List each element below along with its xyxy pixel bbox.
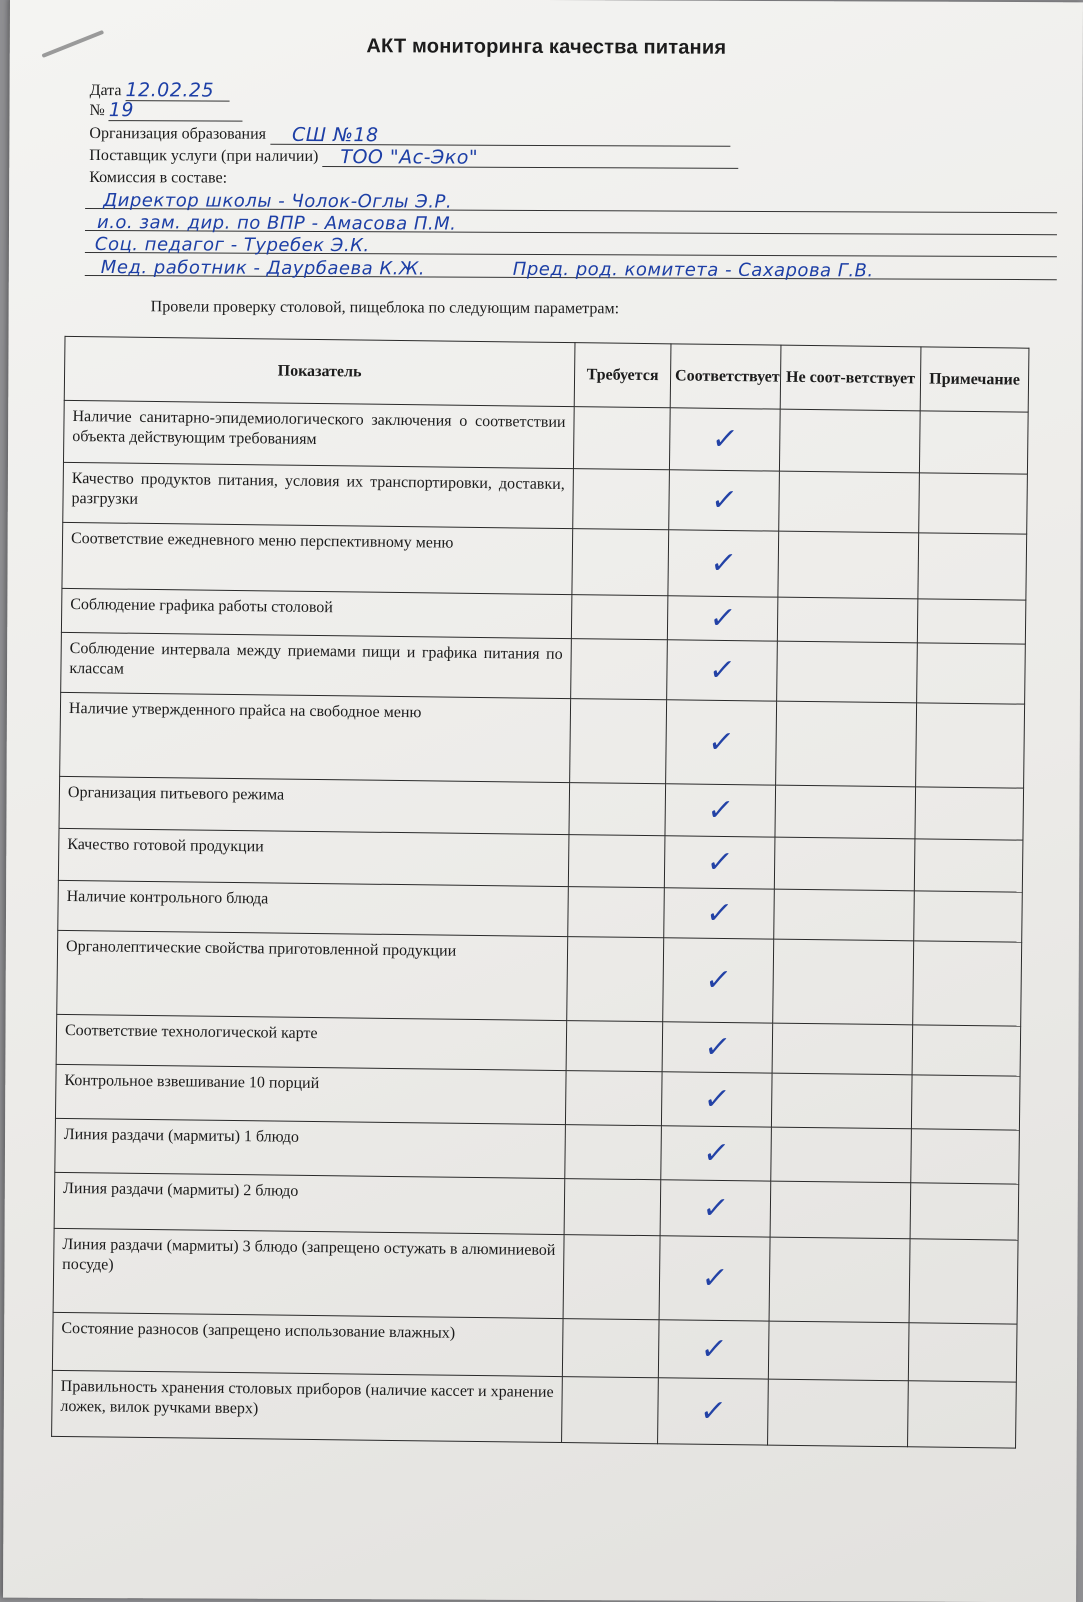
- not-complies-cell: [770, 1181, 911, 1239]
- complies-cell: [666, 700, 777, 785]
- commission-member-1: Директор школы - Чолок-Оглы Э.Р.: [103, 190, 453, 213]
- note-cell: [908, 1323, 1017, 1382]
- required-cell: [571, 595, 668, 640]
- required-cell: [569, 783, 666, 836]
- checkmark-icon: ✓: [705, 792, 736, 829]
- checkmark-icon: ✓: [706, 652, 738, 689]
- organization-label: Организация образования: [89, 125, 267, 143]
- complies-cell: [667, 596, 778, 641]
- indicator-cell: Органолептические свойства приготовленной продукции: [57, 930, 568, 1020]
- not-complies-cell: [771, 1127, 912, 1183]
- complies-cell: [658, 1378, 769, 1445]
- table-header-row: [64, 336, 1029, 412]
- required-cell: [565, 1125, 662, 1180]
- required-cell: [568, 835, 665, 888]
- header-required: Требуется: [574, 343, 671, 408]
- note-cell: [916, 703, 1025, 788]
- complies-cell: [664, 888, 775, 939]
- commission-member-2: и.о. зам. дир. по ВПР - Амасова П.М.: [96, 212, 457, 235]
- table-row: [53, 1228, 1018, 1324]
- checkmark-icon: ✓: [700, 1190, 731, 1227]
- not-complies-cell: [771, 1073, 912, 1129]
- supplier-value: ТОО "Ас-Эко": [340, 146, 479, 169]
- checkmark-icon: ✓: [705, 724, 737, 761]
- checkmark-icon: ✓: [700, 1135, 732, 1172]
- document-sheet: [3, 0, 1083, 1602]
- complies-cell: [662, 1022, 773, 1073]
- note-cell: [919, 411, 1028, 474]
- complies-cell: [669, 470, 780, 531]
- organization-line: [89, 124, 730, 147]
- indicator-cell: Линия раздачи (мармиты) 1 блюдо: [55, 1118, 566, 1178]
- header-note: Примечание: [920, 347, 1029, 412]
- indicator-cell: Линия раздачи (мармиты) 3 блюдо (запрещено остужать в алюминиевой посуде): [53, 1228, 564, 1318]
- complies-cell: [660, 1180, 771, 1237]
- not-complies-cell: [779, 471, 920, 533]
- checkmark-icon: ✓: [707, 600, 738, 637]
- complies-cell: [658, 1320, 769, 1379]
- commission-line-1: [85, 188, 1057, 213]
- supplier-line: [89, 146, 738, 169]
- table-row: [57, 930, 1022, 1026]
- not-complies-cell: [773, 939, 914, 1025]
- checkmark-icon: ✓: [704, 844, 735, 881]
- supplier-label: Поставщик услуги (при наличии): [89, 147, 319, 166]
- complies-cell: [669, 408, 780, 471]
- note-cell: [914, 891, 1023, 942]
- checkmark-icon: ✓: [702, 1029, 733, 1066]
- not-complies-cell: [768, 1321, 909, 1381]
- note-cell: [913, 941, 1022, 1026]
- indicator-cell: Соответствие технологической карте: [56, 1014, 567, 1070]
- note-cell: [919, 473, 1028, 534]
- indicator-cell: Наличие контрольного блюда: [58, 880, 569, 936]
- complies-cell: [663, 938, 774, 1023]
- complies-cell: [665, 784, 776, 837]
- indicator-cell: Соблюдение интервала между приемами пищи и графика питания по классам: [61, 632, 572, 698]
- not-complies-cell: [774, 889, 915, 941]
- indicator-cell: Правильность хранения столовых приборов (наличие кассет и хранение ложек, вилок ручками вверх): [52, 1370, 563, 1442]
- complies-cell: [664, 836, 775, 889]
- not-complies-cell: [772, 1023, 913, 1075]
- required-cell: [566, 1021, 663, 1072]
- note-cell: [915, 787, 1024, 840]
- required-cell: [568, 887, 665, 938]
- checkmark-icon: ✓: [698, 1331, 729, 1368]
- commission-member-5: Пред. род. комитета - Сахарова Г.В.: [512, 258, 874, 282]
- indicator-cell: Качество готовой продукции: [58, 828, 569, 886]
- intro-text: Провели проверку столовой, пищеблока по следующим параметрам:: [150, 298, 620, 318]
- checkmark-icon: ✓: [708, 482, 740, 519]
- complies-cell: [668, 530, 779, 597]
- table-row: [60, 692, 1025, 788]
- table-row: [63, 400, 1028, 474]
- not-complies-cell: [777, 597, 918, 643]
- number-line: [89, 100, 242, 122]
- checkmark-icon: ✓: [699, 1260, 730, 1297]
- note-cell: [911, 1129, 1020, 1184]
- indicator-cell: Состояние разносов (запрещено использование влажных): [52, 1312, 563, 1376]
- indicator-cell: Линия раздачи (мармиты) 2 блюдо: [54, 1172, 565, 1234]
- date-label: Дата: [89, 82, 122, 100]
- complies-cell: [667, 640, 778, 701]
- indicator-cell: Соответствие ежедневного меню перспективному меню: [62, 522, 573, 594]
- indicator-cell: Организация питьевого режима: [59, 776, 570, 834]
- commission-label: Комиссия в составе:: [89, 169, 228, 187]
- checkmark-icon: ✓: [709, 421, 741, 458]
- required-cell: [571, 639, 668, 700]
- indicator-cell: Наличие утвержденного прайса на свободное меню: [60, 692, 571, 782]
- complies-cell: [661, 1126, 772, 1181]
- number-label: №: [89, 102, 105, 120]
- required-cell: [573, 407, 670, 470]
- commission-member-3: Соц. педагог - Туребек Э.К.: [94, 234, 370, 257]
- required-cell: [563, 1235, 660, 1320]
- note-cell: [912, 1025, 1021, 1076]
- organization-value: СШ №18: [292, 123, 379, 147]
- indicator-cell: Соблюдение графика работы столовой: [61, 588, 571, 638]
- note-cell: [908, 1381, 1017, 1448]
- note-cell: [918, 533, 1027, 600]
- note-cell: [909, 1239, 1018, 1324]
- checkmark-icon: ✓: [701, 1081, 732, 1118]
- note-cell: [910, 1183, 1019, 1240]
- not-complies-cell: [774, 837, 915, 891]
- note-cell: [911, 1075, 1020, 1130]
- not-complies-cell: [779, 409, 920, 473]
- commission-line-2: [85, 210, 1057, 235]
- checkmark-icon: ✓: [703, 895, 735, 932]
- indicator-cell: Наличие санитарно-эпидемиологического заключения о соответствии объекта действующим требованиям: [63, 400, 574, 468]
- table-row: [52, 1370, 1017, 1448]
- required-cell: [562, 1319, 659, 1378]
- not-complies-cell: [775, 785, 916, 839]
- indicator-cell: Качество продуктов питания, условия их транспортировки, доставки, разгрузки: [63, 462, 574, 528]
- checkmark-icon: ✓: [697, 1393, 729, 1430]
- checkmark-icon: ✓: [702, 962, 734, 999]
- required-cell: [573, 469, 670, 530]
- required-cell: [570, 699, 667, 784]
- table-row: [62, 522, 1027, 600]
- header-indicator: Показатель: [64, 336, 575, 406]
- indicator-cell: Контрольное взвешивание 10 порций: [55, 1064, 566, 1124]
- number-value: 19: [108, 99, 135, 122]
- date-value: 12.02.25: [125, 79, 215, 102]
- required-cell: [562, 1377, 659, 1444]
- required-cell: [572, 529, 669, 596]
- not-complies-cell: [768, 1379, 909, 1447]
- complies-cell: [659, 1236, 770, 1321]
- note-cell: [917, 643, 1026, 704]
- note-cell: [917, 599, 1026, 644]
- required-cell: [564, 1179, 661, 1236]
- required-cell: [567, 937, 664, 1022]
- not-complies-cell: [778, 531, 919, 599]
- header-complies: Соответствует: [670, 344, 781, 409]
- monitoring-table: [51, 336, 1029, 1449]
- not-complies-cell: [776, 701, 917, 787]
- required-cell: [565, 1071, 662, 1126]
- complies-cell: [661, 1072, 772, 1127]
- note-cell: [914, 839, 1023, 892]
- commission-member-4: Мед. работник - Даурбаева К.Ж.: [100, 257, 426, 280]
- commission-line-4: [85, 255, 1057, 280]
- header-not-complies: Не соот-ветствует: [780, 345, 921, 411]
- commission-line-3: [85, 232, 1057, 257]
- not-complies-cell: [769, 1237, 910, 1323]
- not-complies-cell: [777, 641, 918, 703]
- document-title: АКТ мониторинга качества питания: [366, 35, 727, 59]
- checkmark-icon: ✓: [708, 545, 739, 582]
